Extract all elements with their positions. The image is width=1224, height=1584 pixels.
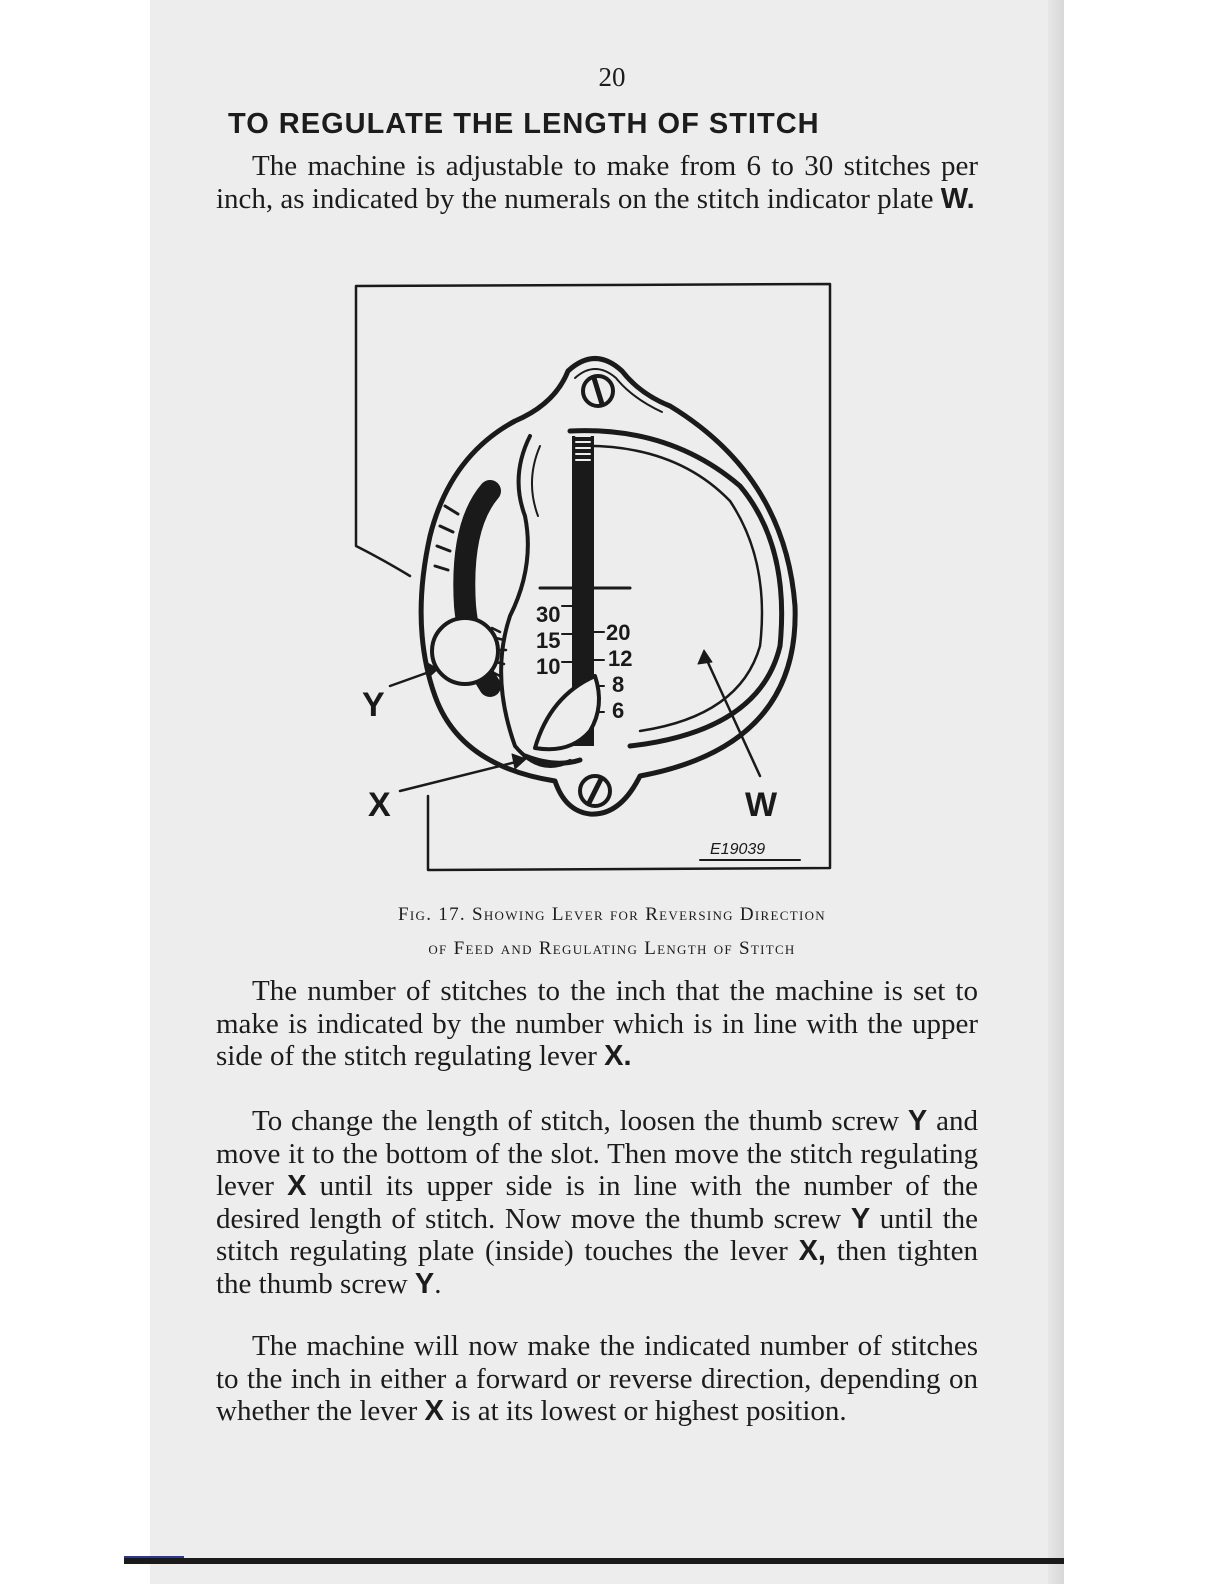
catalog-number: E19039 <box>710 841 766 858</box>
label-w-ref: W <box>940 182 967 215</box>
housing-plate <box>421 359 795 815</box>
thumb-screw <box>432 618 498 684</box>
change-paragraph: To change the length of stitch, loosen the thumb screw Y and move it to the bottom of the slot. Then move the stitch regulating lever X until its upper side is in line with the number of the desired length of stitch. Now move the thumb screw Y until the stitch regulating plate (inside) touches the lever X, then tighten the thumb screw Y. <box>216 1105 979 1300</box>
figure-caption-line-2: of Feed and Regulating Length of Stitch <box>428 938 796 959</box>
label-x-ref: X <box>604 1040 624 1072</box>
page-edge <box>1048 0 1064 1584</box>
scale-right-3: 8 <box>612 672 625 697</box>
figure-caption-line-1: Fig. 17. Showing Lever for Reversing Direction <box>398 904 826 925</box>
label-y: Y <box>362 686 385 724</box>
scale-left-2: 15 <box>536 628 561 653</box>
stitch-regulator-figure <box>340 276 840 876</box>
intro-paragraph: The machine is adjustable to make from 6 to 30 stitches per inch, as indicated by the numerals on the stitch indicator plate W. <box>216 150 978 215</box>
leader-x <box>400 761 520 791</box>
result-paragraph: The machine will now make the indicated number of stitches to the inch in either a forward or reverse direction, depending on whether the lever X is at its lowest or highest position. <box>216 1330 978 1427</box>
page-bottom-rule <box>124 1558 1064 1564</box>
scale-left-1: 30 <box>536 602 561 627</box>
page-number: 20 <box>598 62 626 92</box>
reading-paragraph: The number of stitches to the inch that the machine is set to make is indicated by the number which is in line with the upper side of the stitch regulating lever X. <box>216 975 978 1072</box>
scale-right-1: 20 <box>606 620 631 645</box>
label-x: X <box>368 786 391 824</box>
section-heading: TO REGULATE THE LENGTH OF STITCH <box>228 108 820 140</box>
leader-y <box>390 671 432 686</box>
leader-w <box>705 656 760 776</box>
scale-right-4: 6 <box>612 698 625 723</box>
label-w: W <box>745 786 778 824</box>
scale-left-3: 10 <box>536 654 561 679</box>
scale-right-2: 12 <box>608 646 633 671</box>
